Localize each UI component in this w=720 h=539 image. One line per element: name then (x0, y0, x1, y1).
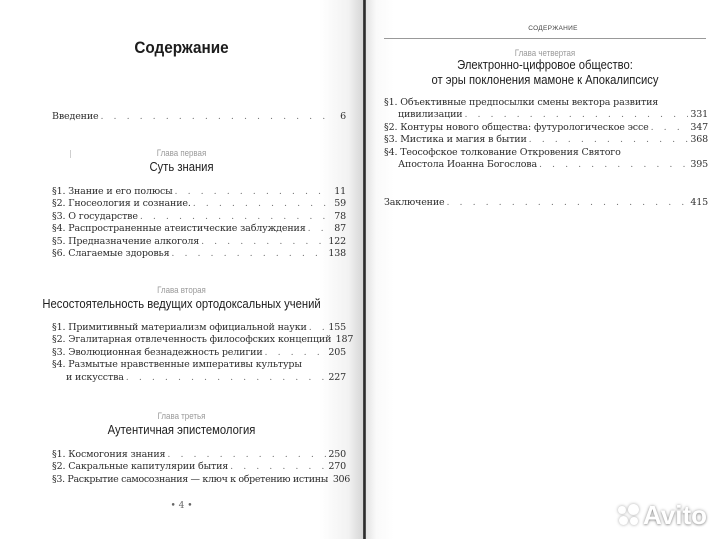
avito-watermark (618, 500, 707, 530)
avito-wordmark: Avito (643, 499, 708, 530)
toc-entry[interactable]: §2. Эгалитарная отвлеченность философских концепций 187 (52, 334, 354, 346)
toc-entry[interactable]: §3. Эволюционная безнадежность религии . . . 205 (52, 347, 346, 359)
header-rule (384, 38, 706, 39)
toc-entry[interactable]: §6. Слагаемые здоровья . . . 138 (52, 248, 346, 260)
chapter-title: Аутентичная эпистемология (107, 423, 256, 437)
chapter-title: Суть знания (149, 160, 214, 174)
toc-entry[interactable]: §1. Примитивный материализм официальной науки . . . 155 (52, 322, 346, 334)
toc-section-list (52, 186, 346, 260)
toc-entry[interactable]: §3. Раскрытие самосознания — ключ к обретению истины 306 (52, 473, 350, 485)
toc-entry[interactable]: §1. Космогония знания . . . 250 (52, 449, 346, 461)
toc-entry[interactable]: §2. Контуры нового общества: футурологическое эссе . . . 347 (384, 122, 708, 134)
chapter-label: Глава первая (156, 148, 207, 158)
toc-section-list (52, 449, 350, 486)
chapter-title: Несостоятельность ведущих ортодоксальных учений (42, 297, 321, 311)
toc-entry[interactable]: §4. Теософское толкование Откровения Святого Апостола Иоанна Богослова . . . 395 (384, 147, 708, 172)
toc-entry[interactable]: §2. Сакральные капитулярии бытия . . . 270 (52, 461, 346, 473)
avito-logo-icon (618, 504, 640, 526)
toc-entry-conclusion[interactable]: Заключение . . . 415 (384, 197, 708, 209)
toc-section-list (52, 322, 354, 384)
toc-entry[interactable]: §3. О государстве . . . 78 (52, 211, 346, 223)
toc-entry[interactable]: §5. Предназначение алкоголя . . . 122 (52, 236, 346, 248)
toc-entry[interactable]: §4. Распространенные атеистические заблуждения . . . 87 (52, 223, 346, 235)
toc-entry[interactable]: §3. Мистика и магия в бытии . . . 368 (384, 134, 708, 146)
chapter-label: Глава третья (157, 411, 206, 421)
toc-entry[interactable]: §1. Знание и его полюсы . . . 11 (52, 186, 346, 198)
toc-entry[interactable]: §2. Гносеология и сознание. . . . 59 (52, 198, 346, 210)
chapter-label: Глава четвертая (514, 48, 576, 58)
toc-entry[interactable]: §4. Размытые нравственные императивы культуры и искусства . . . 227 (52, 359, 346, 384)
chapter-title: Электронно-цифровое общество: от эры поклонения мамоне к Апокалипсису (431, 58, 659, 87)
toc-entry[interactable]: §1. Объективные предпосылки смены вектора развития цивилизации . . . 331 (384, 97, 708, 122)
chapter-label: Глава вторая (157, 285, 206, 295)
page-number: • 4 • (170, 501, 193, 511)
toc-section-list (384, 97, 708, 171)
toc-entry-intro[interactable]: Введение . . . 6 (52, 111, 346, 123)
page-title: Содержание (134, 38, 229, 57)
running-head: СОДЕРЖАНИЕ (528, 25, 578, 32)
